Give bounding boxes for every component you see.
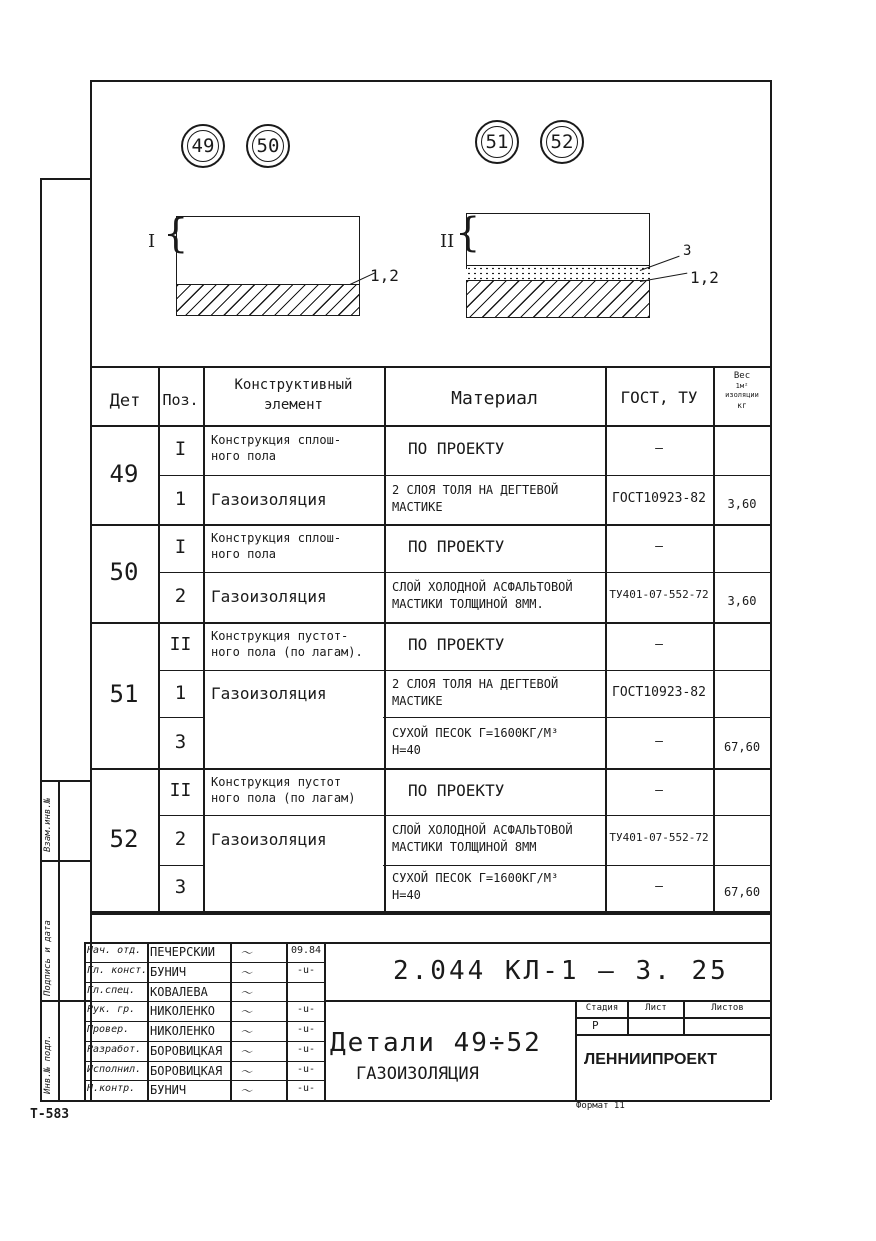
row-element-text: ного пола (211, 449, 277, 463)
side-label-replacement: Взам.инв.№ (43, 797, 53, 852)
signature-row-line (84, 962, 324, 963)
table-group-line (90, 622, 771, 624)
table-header-top-line (90, 366, 771, 368)
side-label-signature: Подпись и дата (43, 920, 53, 996)
stage-header: Стадия (585, 1003, 619, 1013)
table-row-line (158, 475, 771, 476)
drawing-title: Детали 49÷52 (330, 1028, 542, 1058)
group-det-number: 50 (109, 558, 139, 586)
margin-strip-inner (58, 780, 60, 1100)
row-element-text: Конструкция пустот- (211, 629, 349, 643)
row-gost: — (655, 879, 663, 894)
section-1-floor-outline (176, 216, 360, 286)
drawing-subtitle: ГАЗОИЗОЛЯЦИЯ (356, 1064, 479, 1084)
titleblock-org-divider (575, 1000, 577, 1100)
row-element-text: ного пола (по лагам) (211, 790, 356, 805)
signature-role: Провер. (87, 1025, 130, 1035)
row-weight: 67,60 (723, 885, 761, 899)
header-material: Материал (451, 388, 538, 409)
format-label: Формат 11 (576, 1101, 625, 1111)
group-det-number: 51 (109, 680, 139, 708)
signature-row-line (84, 1061, 324, 1062)
row-gost: ТУ401-07-552-72 (609, 831, 709, 844)
group-det-number: 49 (109, 459, 139, 488)
row-position: I (174, 536, 187, 558)
row-gost: ТУ401-07-552-72 (609, 588, 709, 601)
row-position: II (169, 779, 192, 801)
signature-role: Исполнил. (87, 1064, 142, 1075)
titleblock-bottom-line (84, 1100, 770, 1102)
row-material-text: ПО ПРОЕКТУ (408, 537, 505, 556)
table-row-line (158, 572, 771, 573)
row-element-text: ного пола (211, 547, 277, 561)
row-material-text: ПО ПРОЕКТУ (408, 635, 505, 654)
margin-divider-2 (40, 860, 90, 862)
row-material-text: 2 СЛОЯ ТОЛЯ НА ДЕГТЕВОЙ (392, 482, 559, 497)
row-material-text: ПО ПРОЕКТУ (408, 780, 505, 800)
table-header-bottom-line (90, 425, 771, 427)
row-position: 3 (174, 730, 187, 753)
row-material-text: МАСТИКЕ (392, 499, 443, 514)
table-row-line (158, 815, 771, 816)
signature-role: Разработ. (87, 1044, 142, 1055)
row-weight: 3,60 (727, 594, 757, 608)
marker-49: 49 (181, 124, 225, 168)
signature-scribble: 〜 (240, 1005, 253, 1020)
signature-name: БОРОВИЦКАЯ (150, 1064, 223, 1077)
merged-cell-mask (204, 716, 383, 719)
row-gost: ГОСТ10923-82 (612, 684, 706, 700)
header-gost: ГОСТ, ТУ (620, 388, 698, 407)
row-gost: — (655, 441, 663, 456)
signature-date: -u- (296, 965, 316, 976)
row-material-text: 2 СЛОЯ ТОЛЯ НА ДЕГТЕВОЙ (392, 676, 559, 691)
titleblock-top-line (90, 913, 770, 915)
table-column-line (203, 366, 205, 911)
section-2-label: II (440, 231, 455, 252)
header-weight-1: Вес (733, 371, 751, 381)
row-material-text: МАСТИКЕ (392, 693, 443, 708)
signature-name: БОРОВИЦКАЯ (150, 1044, 223, 1057)
signature-row-line (84, 1021, 324, 1022)
row-material-text: ПО ПРОЕКТУ (408, 439, 505, 458)
signature-role: Гл. конст. (87, 965, 147, 976)
row-element-text: Конструкция сплош- (211, 531, 342, 545)
section-2-floor-outline (466, 213, 650, 269)
table-group-line (90, 768, 771, 770)
row-position: 1 (174, 487, 187, 510)
row-element-text: Конструкция сплош- (211, 433, 342, 447)
row-material-text: МАСТИКИ ТОЛЩИНОЙ 8ММ (392, 840, 537, 854)
row-element-text: Конструкция пустот (211, 774, 342, 789)
margin-strip-top (40, 178, 90, 180)
margin-strip-left (40, 178, 42, 1100)
signature-date: 09.84 (290, 946, 322, 956)
sheet-header: Лист (645, 1003, 667, 1013)
section-2-sand-layer (466, 265, 650, 280)
row-material-text: МАСТИКИ ТОЛЩИНОЙ 8ММ. (392, 597, 544, 611)
table-column-line (384, 366, 386, 911)
signature-scribble: 〜 (240, 965, 253, 980)
section-2-layer-3: 3 (683, 243, 692, 259)
row-element-text: Газоизоляция (211, 830, 327, 849)
signature-scribble: 〜 (240, 1044, 253, 1059)
row-gost: — (655, 539, 663, 554)
row-weight: 3,60 (727, 496, 757, 511)
row-material-text: СЛОЙ ХОЛОДНОЙ АСФАЛЬТОВОЙ (392, 580, 573, 594)
signature-role: Н.контр. (87, 1084, 136, 1095)
signature-scribble: 〜 (240, 1025, 253, 1039)
marker-50: 50 (246, 124, 290, 168)
row-element-text: Газоизоляция (211, 587, 327, 606)
inventory-number: Т-583 (30, 1107, 70, 1122)
row-position: 1 (174, 681, 187, 704)
row-material-text: СУХОЙ ПЕСОК Γ=1600КГ/М³ (392, 725, 559, 740)
row-position: 3 (174, 876, 187, 898)
signature-date: -u- (296, 1064, 316, 1075)
signature-name: ПЕЧЕРСКИЙ (150, 946, 216, 958)
signature-row-line (84, 1041, 324, 1042)
row-element-text: Газоизоляция (211, 489, 327, 509)
signature-row-line (84, 982, 324, 983)
section-2-base-hatch (466, 280, 650, 318)
signature-name: НИКОЛЕНКО (150, 1005, 216, 1018)
titleblock-code-divider (324, 1000, 770, 1002)
header-element-2: элемент (263, 397, 323, 413)
stage-value-line (575, 1034, 770, 1036)
merged-cell-mask (204, 864, 383, 867)
section-1-layer-label: 1,2 (370, 266, 399, 285)
row-gost: ГОСТ10923-82 (612, 490, 706, 506)
header-element-1: Конструктивный (234, 377, 353, 393)
section-2-layer-12: 1,2 (690, 268, 719, 287)
marker-51: 51 (475, 120, 519, 164)
row-position: I (174, 438, 187, 460)
signature-name: БУНИЧ (150, 1084, 187, 1097)
frame-top-line (90, 80, 770, 82)
signature-role: Нач. отд. (87, 946, 142, 956)
header-weight-3: изоляции (725, 391, 759, 399)
signature-role: Рук. гр. (87, 1005, 136, 1016)
group-det-number: 52 (109, 824, 139, 853)
table-column-line (713, 366, 715, 911)
signature-date: -u- (296, 1044, 316, 1055)
signature-date: -u- (296, 1025, 316, 1035)
header-weight-2: 1м² (735, 382, 749, 390)
frame-right-line (770, 80, 772, 1100)
signature-row-line (84, 1080, 324, 1081)
margin-strip-bottom (40, 1100, 90, 1102)
section-1-base-hatch (176, 284, 360, 316)
row-material-text: СУХОЙ ПЕСОК Γ=1600КГ/М³ (392, 871, 559, 885)
signature-row-line (84, 1001, 324, 1002)
signature-scribble: 〜 (240, 985, 253, 1000)
row-gost: — (655, 782, 663, 798)
signature-name: НИКОЛЕНКО (150, 1025, 216, 1037)
table-group-line (90, 524, 771, 526)
row-element-text: Газоизоляция (211, 683, 327, 703)
row-material-text: СЛОЙ ХОЛОДНОЙ АСФАЛЬТОВОЙ (392, 823, 573, 837)
margin-divider-3 (40, 1000, 90, 1002)
organization: ЛЕННИИПРОЕКТ (584, 1051, 718, 1068)
signature-scribble: 〜 (240, 946, 253, 960)
row-position: II (169, 634, 192, 655)
section-1-label: I (148, 231, 156, 252)
signature-date: -u- (296, 1084, 316, 1095)
signature-scribble: 〜 (240, 1064, 253, 1079)
side-label-inventory: Инв.№ подл. (43, 1034, 53, 1094)
signature-name: КОВАЛЕВА (150, 985, 208, 998)
signature-role: Гл.спец. (87, 985, 136, 996)
header-poz: Поз. (162, 391, 199, 409)
header-det: Дет (109, 391, 141, 411)
stage-header-line (575, 1017, 770, 1019)
signature-scribble: 〜 (240, 1084, 253, 1099)
section-1-brace: { (163, 211, 189, 257)
row-element-text: ного пола (по лагам). (211, 645, 363, 659)
signature-name: БУНИЧ (150, 965, 187, 978)
row-gost: — (655, 733, 663, 749)
row-position: 2 (174, 828, 187, 850)
header-weight-4: кг (737, 401, 747, 410)
row-material-text: H=40 (392, 888, 421, 902)
row-gost: — (655, 637, 663, 652)
row-weight: 67,60 (723, 739, 761, 754)
marker-52: 52 (540, 120, 584, 164)
table-row-line (158, 670, 771, 671)
stage-value: Р (592, 1019, 599, 1032)
margin-divider-1 (40, 780, 90, 782)
titleblock-sig-top-line (84, 942, 770, 944)
row-material-text: H=40 (392, 742, 421, 757)
sig-col-4 (324, 942, 326, 1100)
row-position: 2 (174, 585, 187, 607)
signature-date: -u- (296, 1005, 316, 1016)
document-code: 2.044 КЛ-1 — 3. 25 (393, 956, 729, 986)
section-2-brace: { (455, 210, 481, 256)
sheets-header: Листов (711, 1003, 744, 1013)
